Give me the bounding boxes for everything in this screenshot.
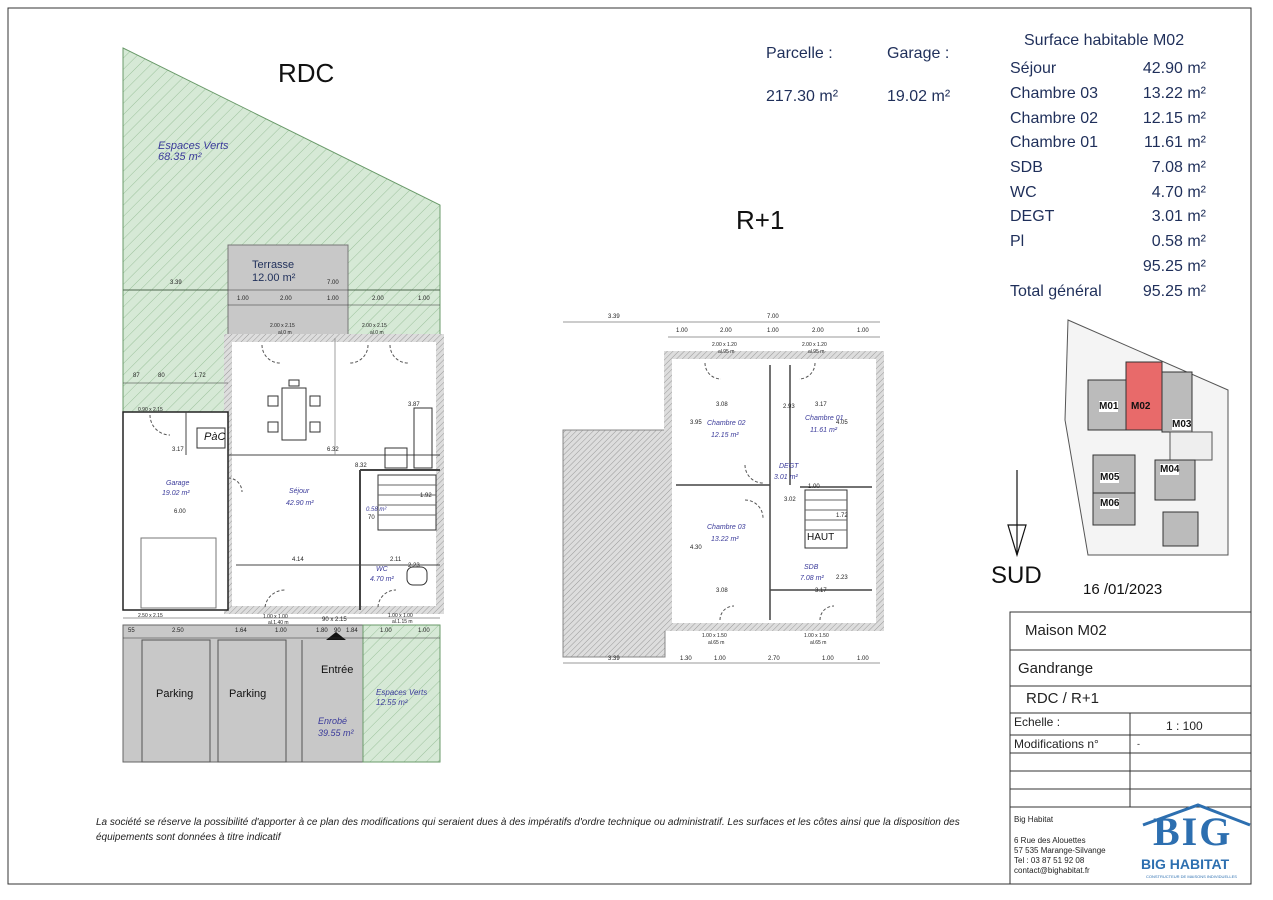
parcelle-value: 217.30 m² [766, 88, 839, 105]
dim-label: 3.39 [170, 280, 182, 286]
r1-title: R+1 [736, 205, 785, 235]
site-m02-label: M02 [1131, 401, 1151, 412]
dim-label: al.0 m [278, 330, 292, 336]
dim-label: 1.00 [767, 328, 779, 334]
site-m06-label: M06 [1100, 498, 1120, 509]
site-m04-label: M04 [1160, 464, 1180, 475]
parking-2-label: Parking [229, 688, 267, 700]
entree-label: Entrée [321, 664, 354, 676]
rdc-title: RDC [278, 58, 335, 88]
dim-label: al.65 m [708, 640, 725, 646]
sejour-area-label: 42.90 m² [286, 500, 314, 507]
dim-label: 70 [368, 515, 375, 521]
dim-label: 80 [158, 373, 165, 379]
dim-label: 1.00 [857, 656, 869, 662]
dim-label: al.1.15 m [392, 619, 413, 625]
chambre01-label: Chambre 01 [805, 415, 844, 422]
dim-label: 90 x 2.15 [322, 617, 347, 623]
dim-label: 1.00 [380, 628, 392, 634]
dim-label: 2.00 x 2.15 [270, 323, 295, 329]
terrasse-area-label: 12.00 m² [252, 272, 296, 284]
dim-label: 1.84 [346, 628, 358, 634]
dim-label: 3.17 [815, 402, 827, 408]
dim-label: 2.00 x 2.15 [362, 323, 387, 329]
dim-label: 1.00 [418, 628, 430, 634]
surface-row: Chambre 01 11.61 m² [1010, 134, 1206, 151]
dim-label: 1.30 [680, 656, 692, 662]
dim-label: 2.50 x 2.15 [138, 613, 163, 619]
dim-label: 7.00 [327, 280, 339, 286]
dim-label: 3.17 [172, 447, 184, 453]
dim-label: 4.05 [836, 420, 848, 426]
green-space-area: 68.35 m² [158, 151, 202, 163]
dim-label: 3.39 [608, 656, 620, 662]
dim-label: 2.00 [372, 296, 384, 302]
company-address-2: 57 535 Marange-Silvange [1014, 846, 1106, 855]
surface-table-title: Surface habitable M02 [1024, 32, 1185, 49]
dim-label: 1.72 [836, 513, 848, 519]
company-logo-tagline: CONSTRUCTEUR DE MAISONS INDIVIDUELLES [1146, 874, 1237, 879]
parcelle-label: Parcelle : [766, 45, 833, 62]
pac-label: PàC [204, 431, 226, 443]
sejour-label: Séjour [289, 488, 310, 495]
dim-label: 2.00 x 1.20 [802, 342, 827, 348]
dim-label: 55 [128, 628, 135, 634]
surface-row-total: Total général 95.25 m² [1010, 283, 1206, 300]
dim-label: 1.00 x 1.50 [804, 633, 829, 639]
dim-label: 2.11 [390, 557, 402, 563]
dim-label: 6.00 [174, 509, 186, 515]
dim-label: 90 [334, 628, 341, 634]
modifications-value: - [1137, 739, 1140, 749]
plan-date: 16 /01/2023 [1083, 581, 1163, 598]
dim-label: 87 [133, 373, 140, 379]
parking-1-label: Parking [156, 688, 194, 700]
degt-area: 3.01 m² [774, 474, 798, 481]
green-space-2-label: Espaces Verts [376, 688, 428, 697]
wc-label: WC [376, 566, 388, 573]
dim-label: 8.32 [355, 463, 367, 469]
wc-area-label: 4.70 m² [370, 576, 394, 583]
surface-row: Chambre 02 12.15 m² [1010, 110, 1206, 127]
dim-label: 1.00 x 1.00 [388, 613, 413, 619]
company-logo-text: BIG HABITAT [1141, 856, 1230, 872]
chambre02-area: 12.15 m² [711, 432, 739, 439]
house-r1 [668, 355, 880, 627]
project-levels: RDC / R+1 [1026, 690, 1099, 707]
dim-label: 1.00 x 1.50 [702, 633, 727, 639]
south-label: SUD [991, 562, 1042, 589]
garage-label: Garage [166, 480, 190, 487]
sdb-area: 7.08 m² [800, 575, 824, 582]
dim-label: 1.80 [316, 628, 328, 634]
green-space-2-area: 12.55 m² [376, 698, 408, 707]
dim-label: 1.00 [808, 484, 820, 490]
plan-sheet: RDC Espaces Verts 68.35 m² Terrasse 12.00 m² PàC Garage 19.02 m² Séjour 42.90 m² 0.58 m² WC 4.70 m² Parking Parking Entrée Enrobé 39.55 m² Espaces Verts 12.55 m² 3.39 7.00 1.00 2.00 1.00 2.00 1.00 2.00 x 2.15 al.0 m 2.00 x 2.15 al.0 m 87 80 1.72 0.90 x 2.15 3.17 6.32 3.87 8.32 6.00 4.14 2.11 2.23 1.92 70 2.50 x 2.15 1.00 x 1.00 al.1.40 m 1.00 x 1.00 al.1.15 m 90 x 2.15 55 2.50 1.64 1.00 1.80 90 1.84 1.00 1.00 R+1 Chambre 02 12.15 m² Chambre 01 11.61 m² DEGT 3.01 m² Chambre 03 13.22 m² SDB 7.08 m² HAUT 3.39 7.00 1.00 2.00 1.00 2.00 1.00 2.00 x 1.20 al.95 m 2.00 x 1.20 al.95 m 3.08 3.17 3.95 2.93 4.05 3.02 1.00 1.72 4.30 2.23 3.08 3.17 1.00 x 1.50 al.65 m 1.00 x 1.50 al.65 m 3.39 1.30 1.00 2.70 1.00 1.00 Parcelle : 217.30 m² Garage : 19.02 m² Surface habitable M02 Séjour 42.90 m² Chambre 03 13.22 m² Chambre 02 12.15 m² Chambre 01 11.61 m² SDB 7.08 m² WC 4.70 m² DEGT 3.01 m² Pl 0.58 m² 95.25 m² Total général 95.25 m² M01 M02 M03 M04 M05 M06 SUD 16 /01/2023 Maison M02 Gandrange RDC / R+1 Echelle : 1 : 100 Modifications n° - Big Habitat 6 Rue des Alouettes 57 535 Marange-Silvange Tel : 03 87 51 92 08 contact@bighabitat.fr BIG BIG HABITAT CONSTRUCTEUR DE MAISONS INDIVIDUELLES La société se réserve la possibilité d'apporter à ce plan des modifications qui seraient dues à des impératifs d'ordre technique ou administratif. Les surfaces et les côtes ainsi que la disposition des équipements sont données à titre indicatif [0, 0, 1273, 900]
dim-label: 1.64 [235, 628, 247, 634]
dim-label: al.95 m [718, 349, 735, 355]
company-name: Big Habitat [1014, 815, 1054, 824]
chambre03-area: 13.22 m² [711, 536, 739, 543]
garage-area-label: 19.02 m² [162, 490, 190, 497]
project-name: Maison M02 [1025, 622, 1107, 639]
site-m02-highlight [1126, 362, 1162, 430]
company-phone: Tel : 03 87 51 92 08 [1014, 856, 1085, 865]
dim-label: 3.17 [815, 588, 827, 594]
surface-row: Chambre 03 13.22 m² [1010, 85, 1206, 102]
disclaimer-note: La société se réserve la possibilité d'apporter à ce plan des modifications qui seraient dues à des impératifs d'ordre technique ou administratif. Les surfaces et les côtes ainsi que la disposition des équipements sont données à titre indicatif [96, 817, 960, 843]
dim-label: 3.08 [716, 402, 728, 408]
dim-label: 1.00 [418, 296, 430, 302]
surface-row: DEGT 3.01 m² [1010, 208, 1206, 225]
enrobe-area-label: 39.55 m² [318, 728, 354, 738]
dim-label: 2.00 [720, 328, 732, 334]
dim-label: 2.50 [172, 628, 184, 634]
chambre03-label: Chambre 03 [707, 524, 746, 531]
scale-label: Echelle : [1014, 715, 1061, 729]
chambre01-area: 11.61 m² [810, 427, 838, 434]
surface-row: WC 4.70 m² [1010, 184, 1206, 201]
company-address-1: 6 Rue des Alouettes [1014, 836, 1086, 845]
dim-label: al.95 m [808, 349, 825, 355]
terrasse-label: Terrasse [252, 259, 295, 271]
dim-label: 1.00 [857, 328, 869, 334]
dim-label: 3.08 [716, 588, 728, 594]
project-city: Gandrange [1018, 660, 1094, 677]
dim-label: 2.00 [280, 296, 292, 302]
dim-label: 2.00 [812, 328, 824, 334]
dim-label: 1.92 [420, 493, 432, 499]
dim-label: 2.70 [768, 656, 780, 662]
dim-label: 1.00 [676, 328, 688, 334]
green-space-left [123, 290, 228, 412]
dim-label: 1.00 x 1.00 [263, 614, 288, 620]
green-space-label: Espaces Verts [158, 140, 229, 152]
dim-label: 2.23 [408, 563, 420, 569]
dim-label: 1.00 [275, 628, 287, 634]
dim-label: 1.00 [237, 296, 249, 302]
dim-label: 7.00 [767, 314, 779, 320]
pl-area-label: 0.58 m² [366, 507, 387, 513]
dim-label: 4.30 [690, 545, 702, 551]
dim-label: 6.32 [327, 447, 339, 453]
dim-label: 1.00 [714, 656, 726, 662]
dim-label: al.65 m [810, 640, 827, 646]
modifications-label: Modifications n° [1014, 737, 1099, 751]
dim-label: 0.90 x 2.15 [138, 407, 163, 413]
dim-label: 3.95 [690, 420, 702, 426]
dim-label: 3.39 [608, 314, 620, 320]
dim-label: 1.00 [822, 656, 834, 662]
dim-label: al.1.40 m [268, 620, 289, 626]
dim-label: al.0 m [370, 330, 384, 336]
enrobe-label: Enrobé [318, 716, 348, 726]
dim-label: 2.00 x 1.20 [712, 342, 737, 348]
dim-label: 4.14 [292, 557, 304, 563]
surface-row: SDB 7.08 m² [1010, 159, 1206, 176]
surface-row: Séjour 42.90 m² [1010, 60, 1206, 77]
stairs-haut-label: HAUT [807, 532, 835, 543]
dim-label: 3.87 [408, 402, 420, 408]
dim-label: 1.72 [194, 373, 206, 379]
dim-label: 2.23 [836, 575, 848, 581]
garage-summary-value: 19.02 m² [887, 88, 951, 105]
company-logo-mark: BIG [1153, 809, 1233, 854]
dim-label: 3.02 [784, 497, 796, 503]
roof-hatch [563, 430, 665, 657]
chambre02-label: Chambre 02 [707, 420, 746, 427]
degt-label: DEGT [779, 463, 799, 470]
sdb-label: SDB [804, 564, 819, 571]
surface-row: Pl 0.58 m² [1010, 233, 1206, 250]
dim-label: 2.93 [783, 404, 795, 410]
site-m03-label: M03 [1172, 419, 1192, 430]
site-m05-label: M05 [1100, 472, 1120, 483]
garage-summary-label: Garage : [887, 45, 950, 62]
site-m01-label: M01 [1099, 401, 1119, 412]
scale-value: 1 : 100 [1166, 719, 1203, 733]
dim-label: 1.00 [327, 296, 339, 302]
company-email: contact@bighabitat.fr [1014, 866, 1090, 875]
